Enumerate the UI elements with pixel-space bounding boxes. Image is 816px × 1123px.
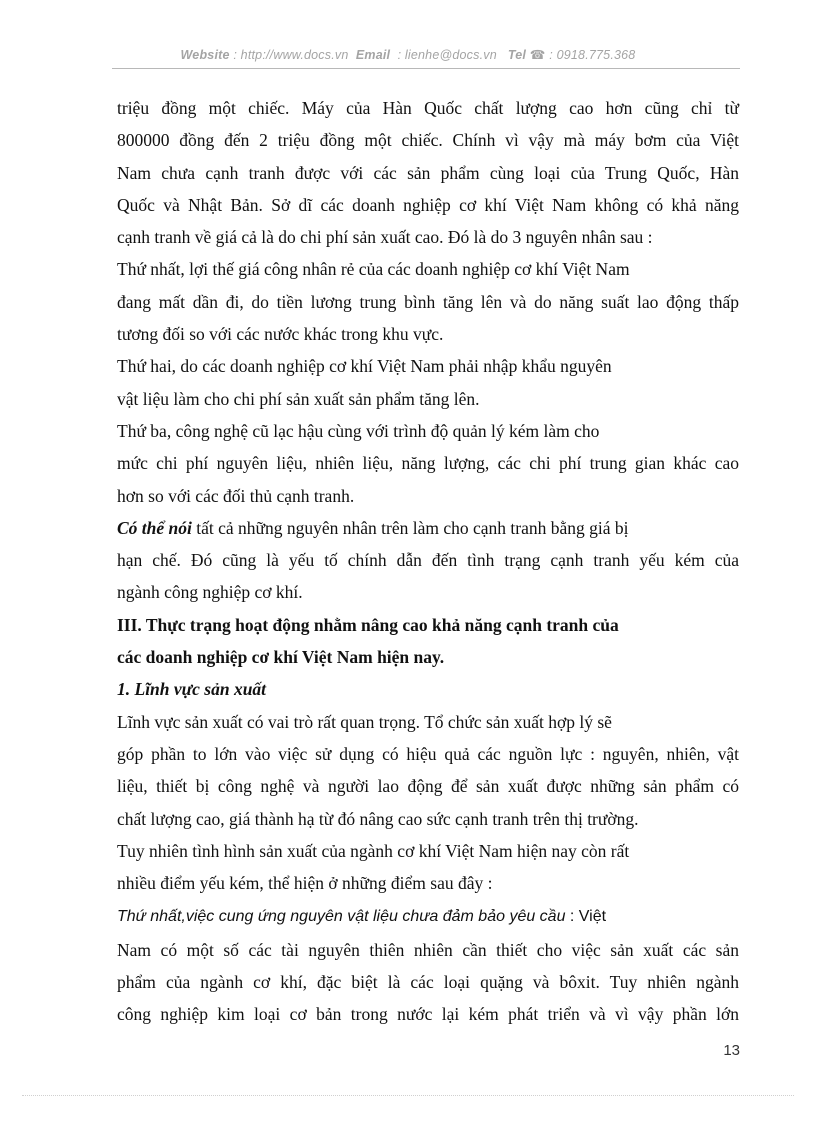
text-line: Tuy nhiên tình hình sản xuất của ngành cơ khí Việt Nam hiện nay còn rất xyxy=(117,840,630,861)
text-line: Nam có một số các tài nguyên thiên nhiên cần thiết cho việc sản xuất các sản xyxy=(117,939,739,960)
text-line: ngành công nghiệp cơ khí. xyxy=(117,582,303,603)
website-label: Website xyxy=(180,48,230,62)
text-line: đang mất dần đi, do tiền lương trung bình tăng lên và do năng suất lao động thấp xyxy=(117,291,739,312)
page-number: 13 xyxy=(723,1042,740,1059)
page-header xyxy=(0,47,816,62)
text-line: nhiều điểm yếu kém, thể hiện ở những điểm sau đây : xyxy=(117,873,493,894)
text-line: tương đối so với các nước khác trong khu vực. xyxy=(117,324,444,345)
text-line: công nghiệp kim loại cơ bản trong nước lại kém phát triển và vì vậy phần lớn xyxy=(117,1004,739,1025)
italic-phrase: Thứ nhất,việc cung ứng nguyên vật liệu chưa đảm bảo yêu cầu xyxy=(117,908,566,926)
subsection-heading: 1. Lĩnh vực sản xuất xyxy=(117,679,267,700)
header-divider xyxy=(112,68,740,69)
text-line xyxy=(117,512,739,544)
text-line: phẩm của ngành cơ khí, đặc biệt là các loại quặng và bôxit. Tuy nhiên ngành xyxy=(117,972,739,993)
footer-divider xyxy=(22,1095,794,1096)
text-line: hạn chế. Đó cũng là yếu tố chính dẫn đến tình trạng cạnh tranh yếu kém của xyxy=(117,550,739,571)
text-line: góp phần to lớn vào việc sử dụng có hiệu quả các nguồn lực : nguyên, nhiên, vật xyxy=(117,743,739,764)
text-line xyxy=(117,899,739,933)
text-fragment: tất cả những nguyên nhân trên làm cho cạnh tranh bằng giá bị xyxy=(191,517,629,538)
text-line: Quốc và Nhật Bản. Sở dĩ các doanh nghiệp cơ khí Việt Nam không có khả năng xyxy=(117,194,739,215)
section-heading: các doanh nghiệp cơ khí Việt Nam hiện nay. xyxy=(117,647,445,668)
tel-label: Tel xyxy=(507,48,527,62)
text-line: triệu đồng một chiếc. Máy của Hàn Quốc chất lượng cao hơn cũng chỉ từ xyxy=(117,98,739,118)
text-line: cạnh tranh về giá cả là do chi phí sản xuất cao. Đó là do 3 nguyên nhân sau : xyxy=(117,227,653,248)
text-line: hơn so với các đối thủ cạnh tranh. xyxy=(117,485,355,506)
website-url: : http://www.docs.vn xyxy=(233,48,349,62)
text-line: Lĩnh vực sản xuất có vai trò rất quan trọng. Tổ chức sản xuất hợp lý sẽ xyxy=(117,711,612,732)
emphasis-phrase: Có thể nói xyxy=(117,517,192,538)
email-address: : lienhe@docs.vn xyxy=(397,48,497,62)
text-line: Thứ ba, công nghệ cũ lạc hậu cùng với trình độ quản lý kém làm cho xyxy=(117,420,600,441)
text-line: chất lượng cao, giá thành hạ từ đó nâng cao sức cạnh tranh trên thị trường. xyxy=(117,808,639,829)
text-line: Thứ hai, do các doanh nghiệp cơ khí Việt Nam phải nhập khẩu nguyên xyxy=(117,356,612,377)
text-line: mức chi phí nguyên liệu, nhiên liệu, năng lượng, các chi phí trung gian khác cao xyxy=(117,453,739,474)
text-line: liệu, thiết bị công nghệ và người lao động để sản xuất được những sản phẩm có xyxy=(117,776,739,797)
email-label: Email xyxy=(355,48,391,62)
document-body xyxy=(117,92,739,1031)
text-fragment: : Việt xyxy=(569,908,607,926)
phone-icon: ☎ xyxy=(529,48,546,62)
text-line: Nam chưa cạnh tranh được với các sản phẩm cùng loại của Trung Quốc, Hàn xyxy=(117,162,739,183)
text-line: Thứ nhất, lợi thế giá công nhân rẻ của các doanh nghiệp cơ khí Việt Nam xyxy=(117,259,630,280)
section-heading: III. Thực trạng hoạt động nhằm nâng cao khả năng cạnh tranh của xyxy=(117,614,619,635)
tel-number: : 0918.775.368 xyxy=(549,48,636,62)
text-line: 800000 đồng đến 2 triệu đồng một chiếc. Chính vì vậy mà máy bơm của Việt xyxy=(117,130,739,151)
text-line: vật liệu làm cho chi phí sản xuất sản phẩm tăng lên. xyxy=(117,388,480,409)
